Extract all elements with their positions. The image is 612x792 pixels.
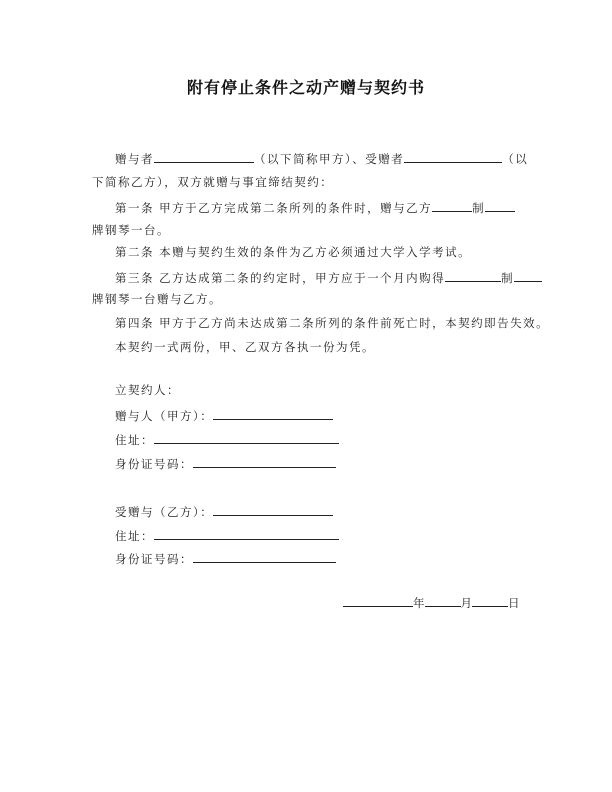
recipient-sign-blank[interactable]	[213, 504, 333, 516]
recipient-sign-row	[115, 504, 333, 519]
intro-line-1	[115, 151, 528, 166]
article-2: 第二条 本赠与契约生效的条件为乙方必须通过大学入学考试。	[115, 245, 472, 259]
article-1	[115, 200, 515, 215]
recipient-id-blank[interactable]	[193, 551, 336, 563]
article-1-cont: 牌钢琴一台。	[92, 223, 170, 237]
donor-label: 赠与者	[115, 152, 154, 166]
donor-id-blank[interactable]	[193, 456, 336, 468]
article-1-brand-blank[interactable]	[432, 200, 472, 212]
date-row	[343, 595, 520, 610]
article-3-made: 制	[501, 271, 515, 285]
donor-abbr: （以下简称甲方）、受赠者	[254, 152, 405, 166]
donor-address-blank[interactable]	[154, 432, 339, 444]
donor-name-blank[interactable]	[154, 151, 254, 163]
donor-sign-row	[115, 408, 333, 423]
recipient-address-label: 住址：	[115, 529, 154, 543]
copies-clause: 本契约一式两份，甲、乙双方各执一份为凭。	[115, 340, 375, 354]
signatories-heading: 立契约人：	[115, 383, 180, 397]
donor-address-label: 住址：	[115, 433, 154, 447]
article-4: 第四条 甲方于乙方尚未达成第二条所列的条件前死亡时，本契约即告失效。	[115, 316, 550, 330]
donor-address-row	[115, 432, 339, 447]
article-1-text: 第一条 甲方于乙方完成第二条所列的条件时，赠与乙方	[115, 201, 433, 215]
article-1-made: 制	[472, 201, 486, 215]
article-3-brand-blank[interactable]	[445, 270, 501, 282]
donor-id-row	[115, 456, 336, 471]
recipient-name-blank[interactable]	[404, 151, 502, 163]
recipient-abbr: （以	[502, 152, 529, 166]
month-blank[interactable]	[425, 595, 461, 607]
article-3-model-blank[interactable]	[514, 270, 542, 282]
article-3-text: 第三条 乙方达成第二条的约定时，甲方应于一个月内购得	[115, 271, 446, 285]
year-label: 年	[413, 596, 425, 610]
month-label: 月	[460, 596, 472, 610]
intro-line-2: 下简称乙方），双方就赠与事宜缔结契约：	[92, 175, 334, 189]
article-3	[115, 270, 542, 285]
day-label: 日	[508, 596, 520, 610]
recipient-address-row	[115, 528, 339, 543]
recipient-sign-label: 受赠与（乙方）：	[115, 505, 214, 519]
document-title: 附有停止条件之动产赠与契约书	[186, 78, 425, 97]
recipient-id-label: 身份证号码：	[115, 552, 193, 566]
year-blank[interactable]	[343, 595, 413, 607]
donor-id-label: 身份证号码：	[115, 457, 193, 471]
article-1-model-blank[interactable]	[485, 200, 515, 212]
article-3-cont: 牌钢琴一台赠与乙方。	[92, 292, 222, 306]
donor-sign-blank[interactable]	[213, 408, 333, 420]
day-blank[interactable]	[472, 595, 508, 607]
recipient-address-blank[interactable]	[154, 528, 339, 540]
recipient-id-row	[115, 551, 336, 566]
donor-sign-label: 赠与人（甲方）：	[115, 409, 214, 423]
